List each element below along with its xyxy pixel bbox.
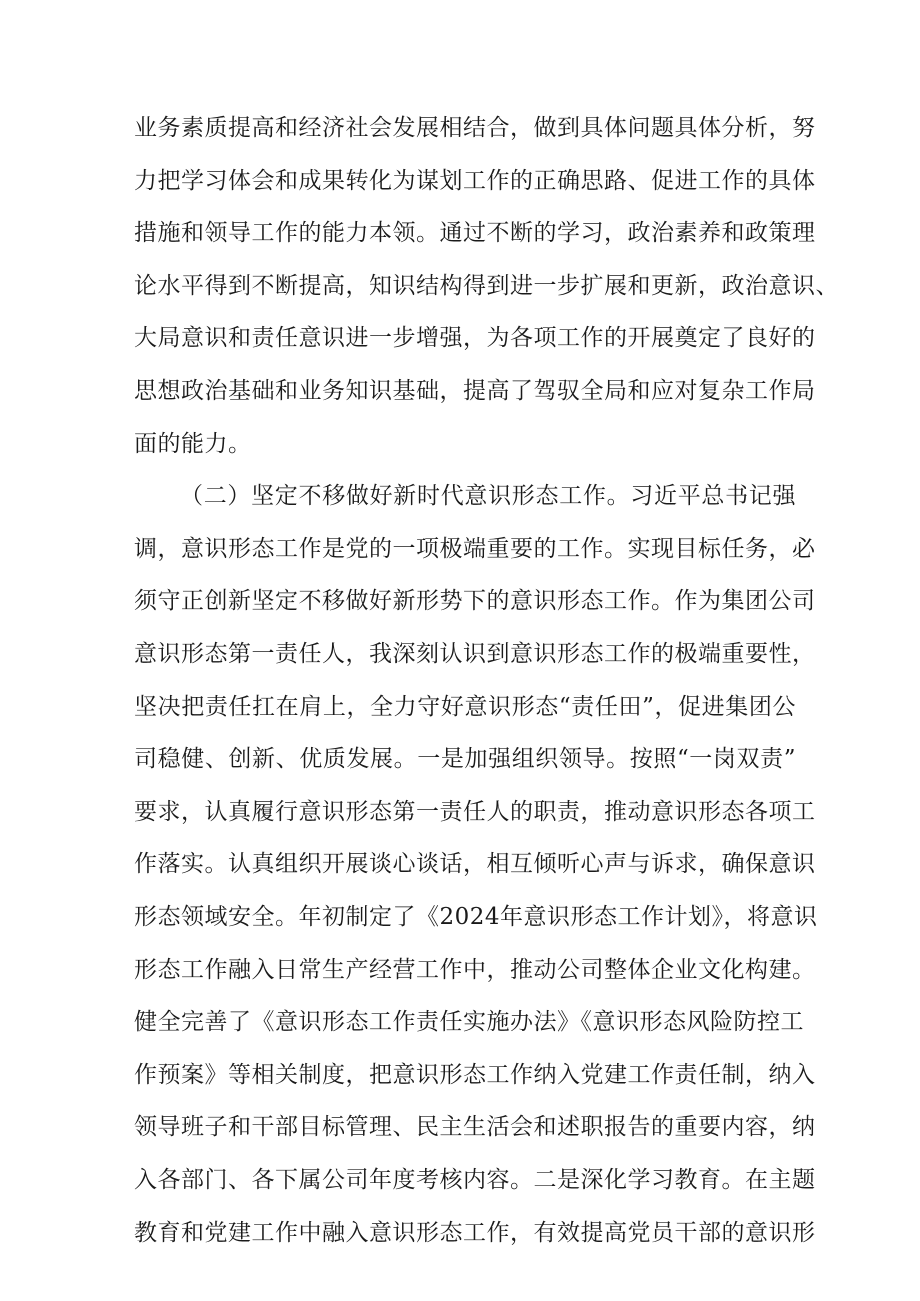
body-text-line: 作落实。认真组织开展谈心谈话，相互倾听心声与诉求，确保意识 (134, 851, 816, 878)
body-text-line: 作预案》等相关制度，把意识形态工作纳入党建工作责任制，纳入 (134, 1061, 816, 1088)
body-text-line: 健全完善了《意识形态工作责任实施办法》《意识形态风险防控工 (134, 1009, 804, 1036)
body-text-line: 入各部门、各下属公司年度考核内容。二是深化学习教育。在主题 (134, 1167, 816, 1193)
body-text-line: 教育和党建工作中融入意识形态工作，有效提高党员干部的意识形 (134, 1219, 816, 1246)
body-text-line: 面的能力。 (134, 430, 252, 457)
body-text-line: 坚决把责任扛在肩上，全力守好意识形态“责任田”，促进集团公 (134, 693, 796, 720)
body-text-line: 大局意识和责任意识进一步增强，为各项工作的开展奠定了良好的 (134, 325, 816, 352)
body-text-line: 措施和领导工作的能力本领。通过不断的学习，政治素养和政策理 (134, 220, 816, 247)
body-text-line: 领导班子和干部目标管理、民主生活会和述职报告的重要内容，纳 (134, 1114, 816, 1141)
body-text-line: 司稳健、创新、优质发展。一是加强组织领导。按照“一岗双责” (134, 746, 796, 773)
body-text-line: 须守正创新坚定不移做好新形势下的意识形态工作。作为集团公司 (134, 588, 816, 615)
body-text-line: 意识形态第一责任人，我深刻认识到意识形态工作的极端重要性， (134, 641, 816, 667)
body-text-line: 调，意识形态工作是党的一项极端重要的工作。实现目标任务，必 (134, 535, 816, 562)
body-text-line: 形态工作融入日常生产经营工作中，推动公司整体企业文化构建。 (134, 956, 816, 983)
body-text-line: 力把学习体会和成果转化为谋划工作的正确思路、促进工作的具体 (134, 167, 816, 194)
body-text-line: 形态领域安全。年初制定了《2024年意识形态工作计划》，将意识 (134, 904, 818, 930)
body-text-line: 思想政治基础和业务知识基础，提高了驾驭全局和应对复杂工作局 (134, 378, 816, 404)
body-text-line: 业务素质提高和经济社会发展相结合，做到具体问题具体分析，努 (134, 115, 816, 141)
body-text-line: 论水平得到不断提高，知识结构得到进一步扩展和更新，政治意识、 (134, 272, 839, 299)
body-text-line: 要求，认真履行意识形态第一责任人的职责，推动意识形态各项工 (134, 798, 816, 825)
section-heading-line: （二）坚定不移做好新时代意识形态工作。习近平总书记强 (180, 483, 796, 510)
